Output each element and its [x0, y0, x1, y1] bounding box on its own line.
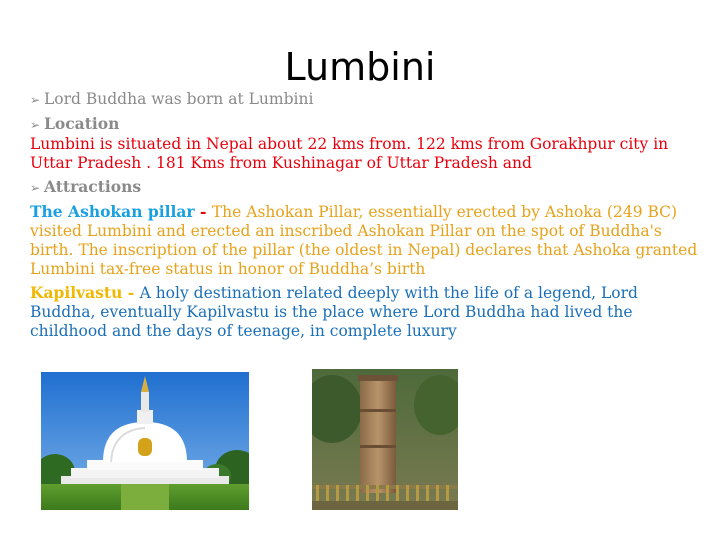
bullet-born-text: Lord Buddha was born at Lumbini [44, 90, 314, 108]
kapilvastu-paragraph [30, 283, 700, 341]
ashokan-text: The Ashokan Pillar, essentially erected by Ashoka (249 BC) visited Lumbini and erected an inscribed Ashokan Pillar on the spot of Buddha's birth. The inscription of the pillar (the oldest in Nepal) declares that Ashoka granted Lumbini tax-free status in honor of Buddha’s birth [30, 203, 698, 278]
arrow-bullet-icon: ➢ [30, 93, 41, 107]
ashokan-paragraph [30, 202, 700, 279]
ashokan-pillar-photo [312, 369, 458, 510]
kapilvastu-dash: - [122, 283, 140, 302]
slide-body [30, 90, 700, 341]
arrow-bullet-icon: ➢ [30, 181, 41, 195]
kapilvastu-text: A holy destination related deeply with the life of a legend, Lord Buddha, eventually Kapilvastu is the place where Lord Buddha had lived the childhood and the days of teenage, in complete luxury [30, 284, 638, 340]
slide-title: Lumbini [284, 45, 436, 89]
ashokan-dash: - [194, 202, 212, 221]
kapilvastu-label: Kapilvastu [30, 283, 123, 302]
ashokan-label: The Ashokan pillar [30, 202, 195, 221]
bullet-location [30, 114, 700, 135]
peace-stupa-photo [41, 372, 249, 510]
bullet-attractions [30, 177, 700, 198]
location-heading: Location [44, 114, 120, 133]
location-text: Lumbini is situated in Nepal about 22 kms from. 122 kms from Gorakhpur city in Uttar Pradesh . 181 Kms from Kushinagar of Uttar Pradesh and [30, 135, 669, 172]
arrow-bullet-icon: ➢ [30, 118, 41, 132]
bullet-born [30, 90, 700, 110]
attractions-heading: Attractions [44, 177, 142, 196]
